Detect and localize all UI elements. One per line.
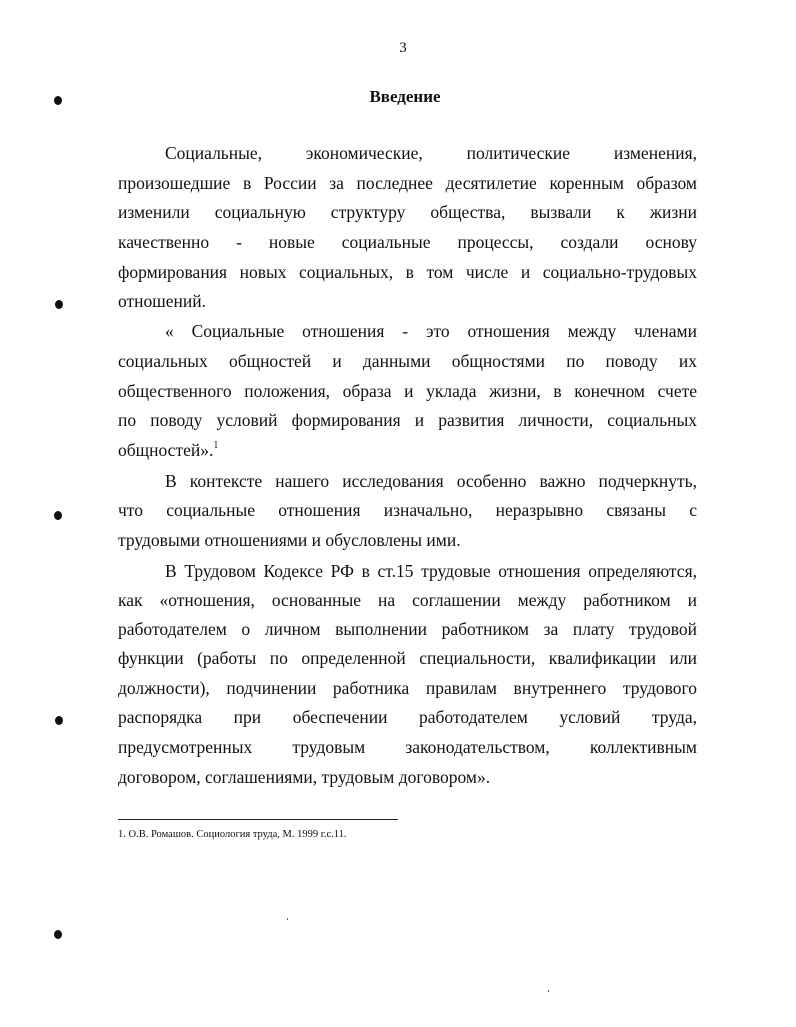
text-line	[118, 766, 697, 788]
punch-hole-mark	[55, 300, 63, 309]
text-line	[118, 290, 697, 312]
text-line	[118, 380, 697, 402]
text-line-content: общностей».	[118, 440, 214, 460]
text-line-content: функции (работы по определенной специальности, квалификации или	[118, 648, 697, 668]
text-line	[118, 706, 697, 728]
text-line-content: работодателем о личном выполнении работником за плату трудовой	[118, 619, 697, 639]
text-line	[118, 261, 697, 283]
text-line	[118, 350, 697, 372]
text-line	[165, 142, 697, 164]
text-line-content: трудовыми отношениями и обусловлены ими.	[118, 530, 461, 550]
text-line-content: предусмотренных трудовым законодательством, коллективным	[118, 737, 697, 757]
text-line	[165, 320, 697, 342]
text-line	[118, 736, 697, 758]
punch-hole-mark	[54, 96, 62, 105]
text-line-content: изменили социальную структуру общества, вызвали к жизни	[118, 202, 697, 222]
text-line	[165, 470, 697, 492]
punch-hole-mark	[54, 930, 62, 939]
footnote-reference: 1	[213, 440, 219, 451]
text-line-content: социальных общностей и данными общностями по поводу их	[118, 351, 697, 371]
text-line-content: Социальные, экономические, политические изменения,	[165, 143, 697, 163]
text-line	[118, 647, 697, 669]
page-title: Введение	[369, 87, 441, 106]
page-number: 3	[399, 40, 407, 56]
text-line-content: общественного положения, образа и уклада жизни, в конечном счете	[118, 381, 697, 401]
text-line	[118, 201, 697, 223]
text-line-content: формирования новых социальных, в том числе и социально-трудовых	[118, 262, 697, 282]
text-line-content: В Трудовом Кодексе РФ в ст.15 трудовые отношения определяются,	[165, 561, 697, 581]
text-line-content: качественно - новые социальные процессы, создали основу	[118, 232, 697, 252]
text-line-content: отношений.	[118, 291, 206, 311]
text-line	[118, 618, 697, 640]
text-line	[118, 439, 697, 461]
text-line-content: распорядка при обеспечении работодателем условий труда,	[118, 707, 697, 727]
text-line-content: что социальные отношения изначально, неразрывно связаны с	[118, 500, 697, 520]
text-line	[118, 529, 697, 551]
scan-speck	[287, 918, 288, 920]
text-line	[118, 172, 697, 194]
text-line	[118, 231, 697, 253]
text-line-content: произошедшие в России за последнее десятилетие коренным образом	[118, 173, 697, 193]
punch-hole-mark	[55, 716, 63, 725]
text-line-content: должности), подчинении работника правилам внутреннего трудового	[118, 678, 697, 698]
text-line	[118, 677, 697, 699]
text-line-content: по поводу условий формирования и развития личности, социальных	[118, 410, 697, 430]
text-line-content: договором, соглашениями, трудовым договором».	[118, 767, 491, 787]
text-line-content: « Социальные отношения - это отношения между членами	[165, 321, 697, 341]
scan-speck	[548, 990, 549, 992]
text-line	[165, 560, 697, 582]
text-line-content: В контексте нашего исследования особенно важно подчеркнуть,	[165, 471, 697, 491]
text-line-content: как «отношения, основанные на соглашении между работником и	[118, 590, 697, 610]
punch-hole-mark	[54, 511, 62, 520]
footnote-divider	[118, 819, 398, 820]
footnote: 1. О.В. Ромашов. Социология труда, М. 1999 г.с.11.	[118, 829, 347, 840]
text-line	[118, 589, 697, 611]
text-line	[118, 409, 697, 431]
text-line	[118, 499, 697, 521]
